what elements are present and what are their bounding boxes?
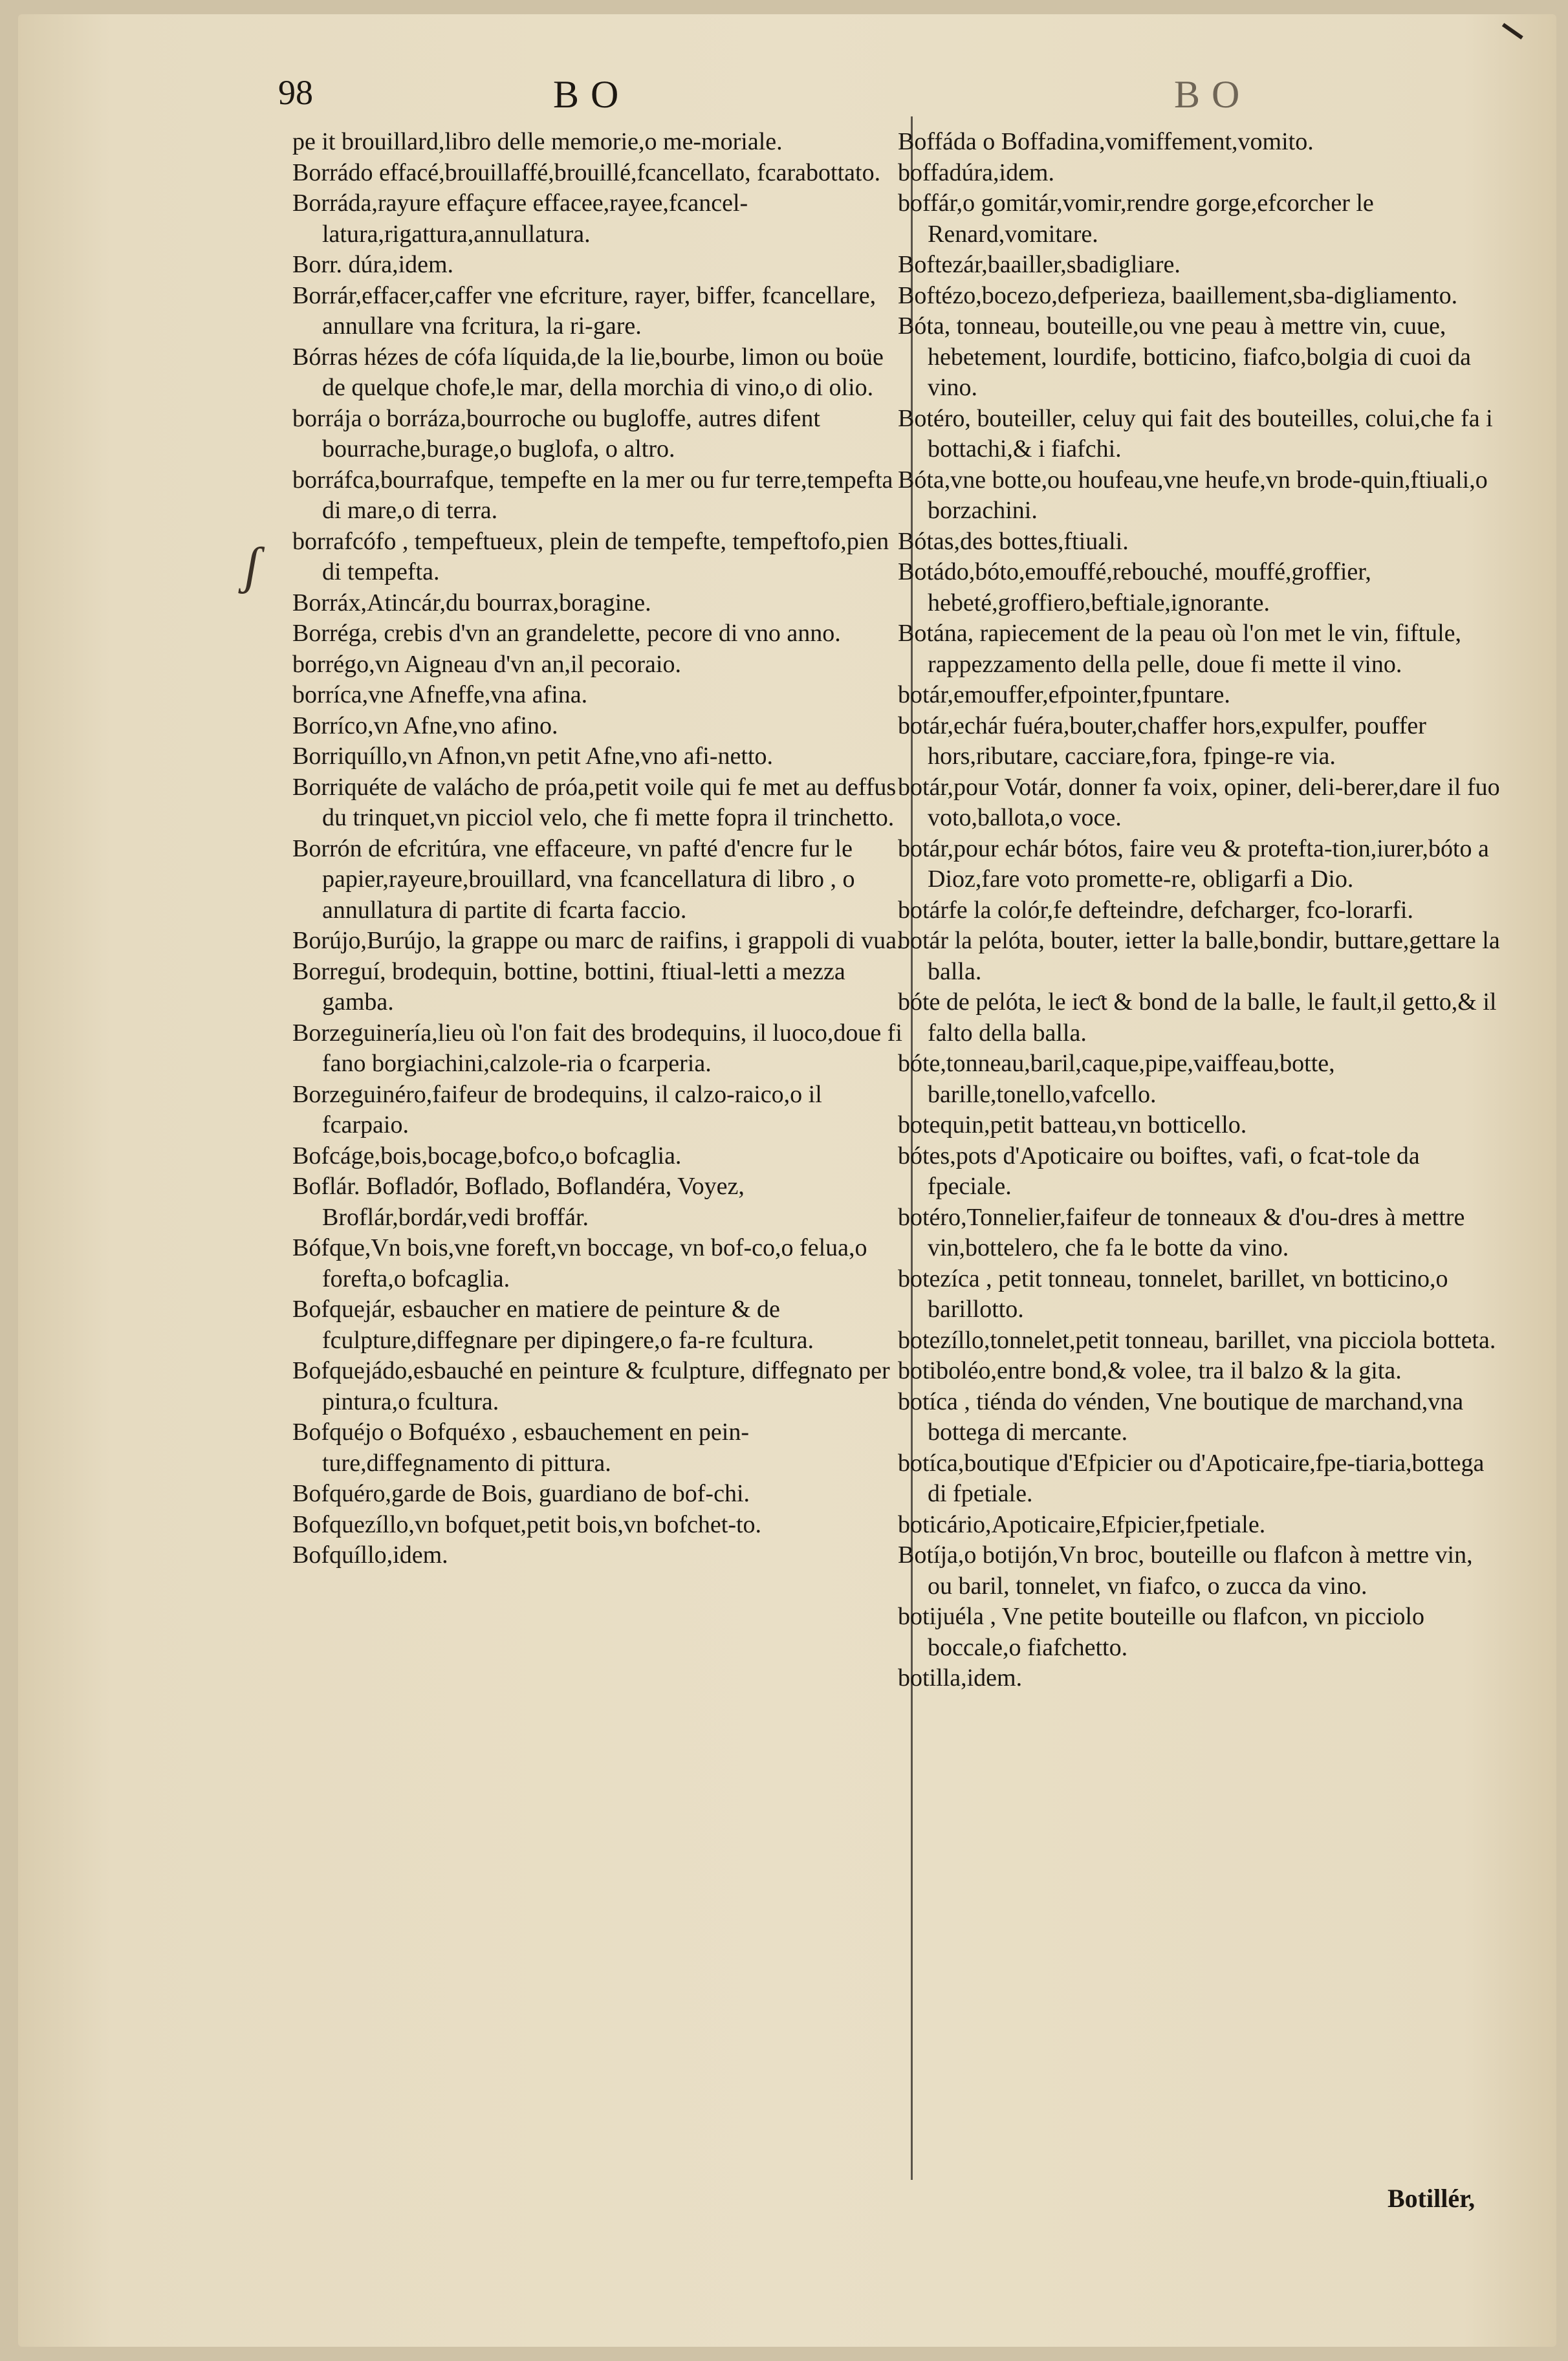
dictionary-entry: Bóta, tonneau, bouteille,ou vne peau à mettre vin, cuue, hebetement, lourdife, botticino, fiafco,bolgia di cuoi da vino. xyxy=(898,312,1471,401)
dictionary-entry: Bofquejádo,esbauché en peinture & fculpture, diffegnato per pintura,o fcultura. xyxy=(292,1357,890,1415)
page-number: 98 xyxy=(278,73,313,112)
dictionary-entry: Borreguí, brodequin, bottine, bottini, ftiual-letti a mezza gamba. xyxy=(292,957,845,1016)
dictionary-entry: Botíja,o botijón,Vn broc, bouteille ou flafcon à mettre vin, ou baril, tonnelet, vn fiafco, o zucca da vino. xyxy=(898,1541,1473,1600)
dictionary-entry: botijuéla , Vne petite bouteille ou flafcon, vn picciolo boccale,o fiafchetto. xyxy=(898,1603,1424,1661)
dictionary-entry: Bófque,Vn bois,vne foreft,vn boccage, vn bof-co,o felua,o forefta,o bofcaglia. xyxy=(292,1234,867,1292)
dictionary-entry: Borréga, crebis d'vn an grandelette, pecore di vno anno. xyxy=(292,620,841,647)
dictionary-entry: Bótas,des bottes,ftiuali. xyxy=(898,527,1129,555)
dictionary-entry: botár,echár fuéra,bouter,chaffer hors,expulfer, pouffer hors,ributare, cacciare,fora, fpinge-re via. xyxy=(898,712,1426,770)
dictionary-entry: botíca , tiénda do vénden, Vne boutique de marchand,vna bottega di mercante. xyxy=(898,1387,1464,1446)
dictionary-entry: botár,pour Votár, donner fa voix, opiner, deli-berer,dare il fuo voto,ballota,o voce. xyxy=(898,773,1500,831)
running-head-right: BO xyxy=(1174,73,1252,116)
dictionary-entry: Borríco,vn Afne,vno afino. xyxy=(292,712,558,739)
dictionary-entry: botár,emouffer,efpointer,fpuntare. xyxy=(898,681,1230,708)
dictionary-entry: botezíllo,tonnelet,petit tonneau, barillet, vna picciola botteta. xyxy=(898,1326,1496,1354)
dictionary-entry: Borrón de efcritúra, vne effaceure, vn pafté d'encre fur le papier,rayeure,brouillard, vna fcancellatura di libro , o annullatura di partite di fcarta faccio. xyxy=(292,834,855,924)
dictionary-entry: botár la pelóta, bouter, ietter la balle,bondir, buttare,gettare la balla. xyxy=(898,927,1500,985)
dictionary-entry: boticário,Apoticaire,Efpicier,fpetiale. xyxy=(898,1510,1266,1538)
dictionary-entry: botilla,idem. xyxy=(898,1664,1023,1692)
dictionary-entry: boffadúra,idem. xyxy=(898,158,1054,186)
dictionary-entry: Bórras hézes de cófa líquida,de la lie,bourbe, limon ou boüe de quelque chofe,le mar, della morchia di vino,o di olio. xyxy=(292,343,884,401)
dictionary-entry: Boftezár,baailler,sbadigliare. xyxy=(898,251,1181,278)
dictionary-entry: Borrár,effacer,caffer vne efcriture, rayer, biffer, fcancellare, annullare vna fcritura, la ri-gare. xyxy=(292,281,877,340)
dictionary-entry: Botádo,bóto,emouffé,rebouché, mouffé,groffier, hebeté,groffiero,beftiale,ignorante. xyxy=(898,558,1371,616)
dictionary-entry: botéro,Tonnelier,faifeur de tonneaux & d'ou-dres à mettre vin,bottelero, che fa le botte da vino. xyxy=(898,1203,1465,1261)
dictionary-entry: borrafcófo , tempeftueux, plein de tempefte, tempeftofo,pien di tempefta. xyxy=(292,527,889,585)
dictionary-entry: bótes,pots d'Apoticaire ou boiftes, vafi, o fcat-tole da fpeciale. xyxy=(898,1142,1420,1200)
dictionary-entry: Borzeguinéro,faifeur de brodequins, il calzo-raico,o il fcarpaio. xyxy=(292,1080,822,1138)
dictionary-entry: Boffáda o Boffadina,vomiffement,vomito. xyxy=(898,128,1314,155)
corner-mark xyxy=(1488,23,1523,58)
dictionary-entry: borráfca,bourrafque, tempefte en la mer ou fur terre,tempefta di mare,o di terra. xyxy=(292,466,893,524)
dictionary-entry: boffár,o gomitár,vomir,rendre gorge,efcorcher le Renard,vomitare. xyxy=(898,190,1374,248)
dictionary-entry: Botána, rapiecement de la peau où l'on met le vin, fiftule, rappezzamento della pelle, doue fi mette il vino. xyxy=(898,620,1462,678)
dictionary-entry: Bofquejár, esbaucher en matiere de peinture & de fculpture,diffegnare per dipingere,o fa-re fcultura. xyxy=(292,1296,814,1354)
dictionary-entry: botár,pour echár bótos, faire veu & protefta-tion,iurer,bóto a Dioz,fare voto promette-re, obligarfi a Dio. xyxy=(898,834,1489,893)
dictionary-entry: bóte de pelóta, le ieƈt & bond de la balle, le fault,il getto,& il falto della balla. xyxy=(898,988,1497,1047)
running-head-left: BO xyxy=(553,73,631,116)
dictionary-entry: Boftézo,bocezo,defperieza, baaillement,sba-digliamento. xyxy=(898,281,1458,309)
dictionary-entry: botíca,boutique d'Efpicier ou d'Apoticaire,fpe-tiaria,bottega di fpetiale. xyxy=(898,1449,1485,1507)
dictionary-entry: Borriquíllo,vn Afnon,vn petit Afne,vno afi-netto. xyxy=(292,743,774,770)
dictionary-entry: pe it brouillard,libro delle memorie,o me-moriale. xyxy=(292,128,783,155)
dictionary-entry: borrégo,vn Aigneau d'vn an,il pecoraio. xyxy=(292,650,681,678)
catchword: Botillér, xyxy=(1388,2184,1475,2213)
dictionary-entry: Borráx,Atincár,du bourrax,boragine. xyxy=(292,589,651,616)
dictionary-entry: Bofquíllo,idem. xyxy=(292,1541,448,1569)
dictionary-entry: Bofcáge,bois,bocage,bofco,o bofcaglia. xyxy=(292,1142,682,1170)
dictionary-entry: Borújo,Burújo, la grappe ou marc de raifins, i grappoli di vua. xyxy=(292,927,903,954)
dictionary-entry: bóte,tonneau,baril,caque,pipe,vaiffeau,botte, barille,tonello,vafcello. xyxy=(898,1050,1335,1108)
dictionary-entry: Bofquéro,garde de Bois, guardiano de bof-chi. xyxy=(292,1480,750,1507)
margin-pen-mark: ʃ xyxy=(245,538,259,594)
right-column xyxy=(898,127,1503,1694)
dictionary-entry: Borriquéte de valácho de próa,petit voile qui fe met au deffus du trinquet,vn picciol velo, che fi mette fopra il trinchetto. xyxy=(292,773,897,831)
dictionary-entry: botequin,petit batteau,vn botticello. xyxy=(898,1111,1247,1138)
dictionary-entry: borrája o borráza,bourroche ou bugloffe, autres difent bourrache,burage,o buglofa, o altro. xyxy=(292,404,820,462)
dictionary-entry: Boflár. Bofladór, Boflado, Boflandéra, Voyez, Broflár,bordár,vedi broffár. xyxy=(292,1173,745,1231)
dictionary-entry: Bóta,vne botte,ou houfeau,vne heufe,vn brode-quin,ftiuali,o borzachini. xyxy=(898,466,1488,524)
dictionary-entry: borríca,vne Afneffe,vna afina. xyxy=(292,681,588,708)
dictionary-entry: botárfe la colór,fe defteindre, defcharger, fco-lorarfi. xyxy=(898,896,1413,924)
left-column xyxy=(292,127,910,1571)
dictionary-entry: Bofquéjo o Bofquéxo , esbauchement en pein-ture,diffegnamento di pittura. xyxy=(292,1419,749,1477)
dictionary-entry: Bofquezíllo,vn bofquet,petit bois,vn bofchet-to. xyxy=(292,1510,762,1538)
dictionary-entry: Borzeguinería,lieu où l'on fait des brodequins, il luoco,doue fi fano borgiachini,calzole-ria o fcarperia. xyxy=(292,1019,902,1077)
dictionary-entry: botiboléo,entre bond,& volee, tra il balzo & la gita. xyxy=(898,1357,1402,1384)
dictionary-entry: Borráda,rayure effaçure effacee,rayee,fcancel-latura,rigattura,annullatura. xyxy=(292,190,748,248)
dictionary-entry: botezíca , petit tonneau, tonnelet, barillet, vn botticino,o barillotto. xyxy=(898,1265,1448,1323)
dictionary-entry: Botéro, bouteiller, celuy qui fait des bouteilles, colui,che fa i bottachi,& i fiafchi. xyxy=(898,404,1493,462)
dictionary-entry: Borr. dúra,idem. xyxy=(292,251,454,278)
dictionary-entry: Borrádo effacé,brouillaffé,brouillé,fcancellato, fcarabottato. xyxy=(292,158,881,186)
